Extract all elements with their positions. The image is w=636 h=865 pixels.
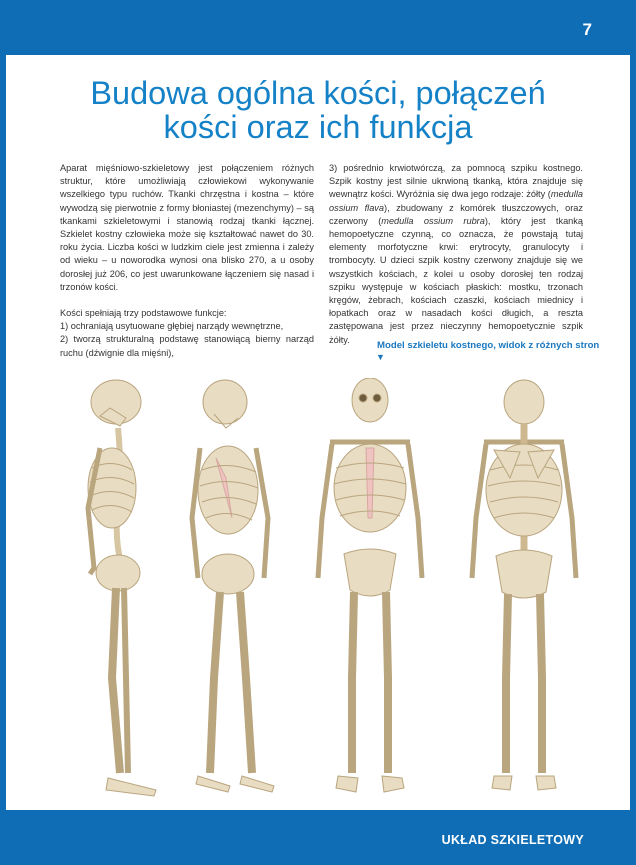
- left-text-column: [60, 162, 314, 360]
- figure-caption: Model szkieletu kostnego, widok z różnych stron: [377, 340, 600, 351]
- left-frame: [0, 0, 6, 865]
- page-title: [40, 76, 596, 144]
- functions-intro: Kości spełniają trzy podstawowe funkcje:: [60, 308, 227, 319]
- right-text-column: [329, 162, 583, 347]
- title-line-2: kości oraz ich funkcja: [163, 109, 473, 145]
- marrow-text-a: 3) pośrednio krwiotwórczą, za pomnocą szpiku kostnego. Szpik kostny jest silnie ukrwioną tkanką, która znajduje się wewnątrz kości. Wyróżnia się dwa jego rodzaje: żółty (: [329, 163, 583, 200]
- skeleton-three-quarter-view: [180, 378, 310, 808]
- section-footer-label: UKŁAD SZKIELETOWY: [441, 833, 584, 847]
- skeleton-figure: [60, 378, 590, 808]
- function-item-1: 1) ochraniają usytuowane głębiej narządy wewnętrzne,: [60, 321, 284, 332]
- latin-term-flava: medulla ossium flava: [329, 189, 583, 213]
- marrow-text-b: ), zbudowany z komórek tłuszczowych, oraz czerwony (: [329, 202, 583, 226]
- skeleton-side-view: [60, 378, 180, 808]
- top-frame: [0, 0, 636, 55]
- intro-paragraph: Aparat mięśniowo-szkieletowy jest połączeniem różnych struktur, które umożliwiają człowiekowi wykonywanie wszelkiego typu ruchów. Tkanki chrzęstna i kostna – które wywodzą się pierwotnie z formy błoniastej (mezenchymy) – są tkankami szkieletowymi i stanowią rodzaj tkanki łącznej. Szkielet kostny człowieka może się kształtować nawet do 30. roku życia. Liczba kości w ludzkim ciele jest zmienna i zależy od wieku – u noworodka wynosi ona blisko 270, a u osoby dorosłej już 206, co jest uwarunkowane łączeniem się nasad i trzonów kości.: [60, 163, 314, 292]
- skeleton-front-view: [310, 378, 430, 808]
- page-number: 7: [582, 20, 592, 39]
- bone-marrow-paragraph: [329, 162, 583, 347]
- function-item-2: 2) tworzą strukturalną podstawę stanowiącą bierny narząd ruchu (dźwignie dla mięśni),: [60, 334, 314, 358]
- marrow-text-c: ), który jest tkanką hemopoetyczne czynną, co oznacza, że powstają tutaj elementy morfotyczne krwi: erytrocyty, granulocyty i trombocyty. U dzieci szpik kostny czerwony znajduje się we wszystkich kościach, z kolei u osoby dorosłej ten rodzaj szpiku występuje w kościach płaskich: mostku, trzonach kręgów, żebrach, kościach czaszki, kościach miednicy i łopatkach oraz w nasadach kości długich, a reszta zastępowana jest przez nieczynny hemopoetycznie szpik żółty.: [329, 215, 583, 345]
- right-frame: [630, 0, 636, 865]
- latin-term-rubra: medulla ossium rubra: [381, 215, 485, 226]
- title-line-1: Budowa ogólna kości, połączeń: [90, 75, 546, 111]
- caption-arrow-icon: ▼: [376, 352, 385, 362]
- skeleton-back-view: [460, 378, 590, 808]
